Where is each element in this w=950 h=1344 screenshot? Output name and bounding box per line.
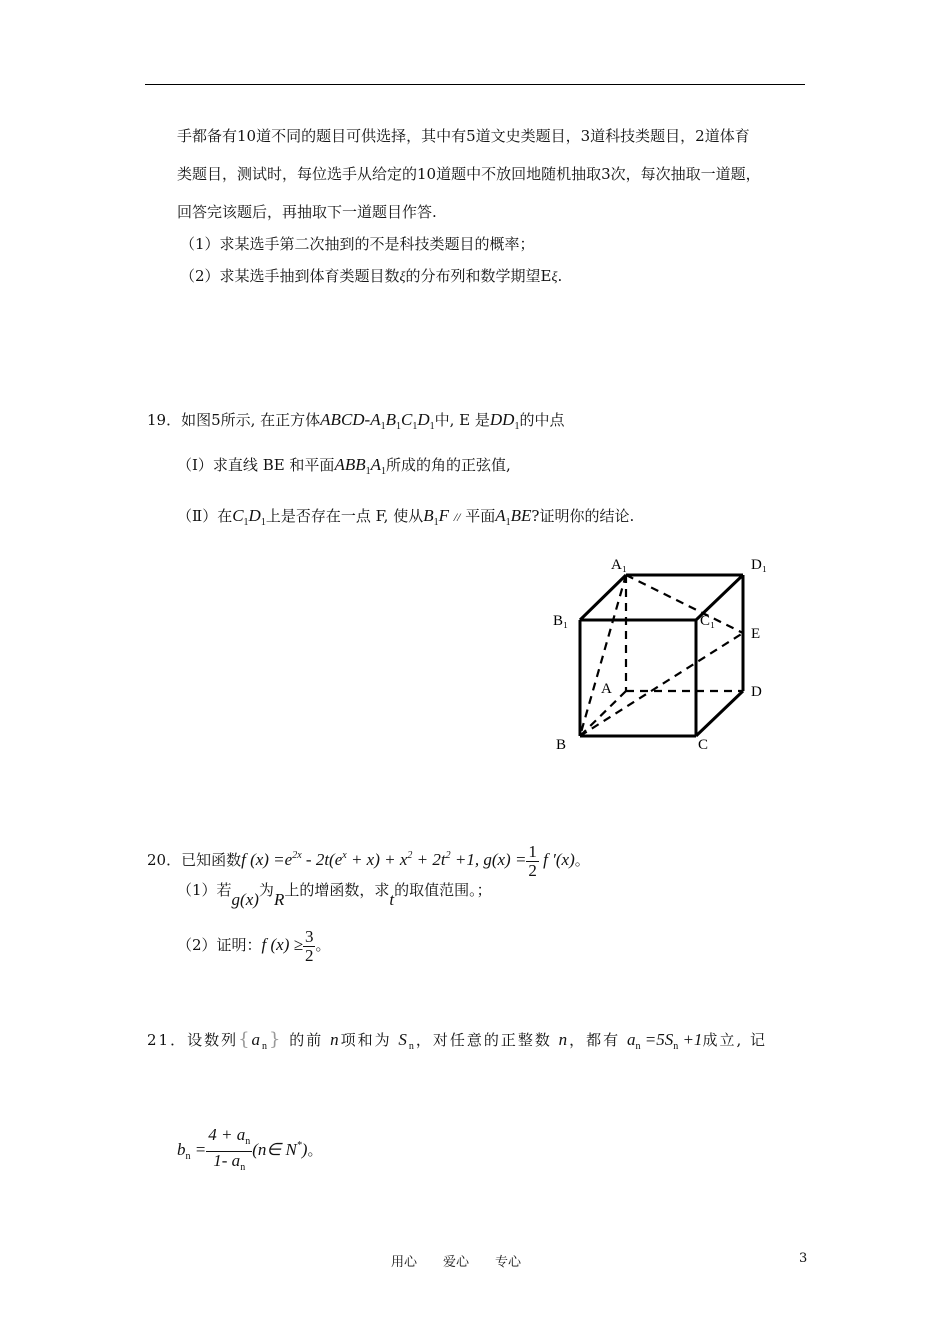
sub: 1	[243, 517, 249, 528]
bn	[177, 1140, 207, 1162]
q18-part-1: （1）求某选手第二次抽到的不是科技类题目的概率；	[180, 235, 535, 253]
q19-part-2	[177, 506, 634, 533]
label-a: A	[601, 681, 612, 697]
sub: n	[240, 1161, 246, 1173]
num-text: 4 + a	[208, 1124, 246, 1144]
a: A	[370, 455, 381, 474]
cube-b: B	[385, 410, 396, 429]
q18-line-1: 手都备有10道不同的题目可供选择，其中有5道文史类题目，3道科技类题目，2道体育	[177, 127, 750, 145]
cond-end: )	[301, 1140, 308, 1159]
segment-c1d1	[232, 506, 266, 528]
cube-figure	[548, 553, 778, 758]
cube-name	[320, 410, 435, 432]
plane-a1be	[495, 506, 532, 528]
m4: +1, g(x) =	[450, 850, 527, 869]
q20-number: 20．已知函数	[147, 851, 242, 869]
q20-stem	[147, 836, 590, 880]
label-b1: B₁	[553, 613, 569, 629]
num: 3	[304, 926, 314, 946]
f-def: f (x) =e	[241, 850, 293, 869]
cube-d: D	[417, 410, 430, 429]
b: B	[423, 506, 434, 525]
g-x: g(x)	[231, 890, 259, 909]
num	[206, 1126, 252, 1152]
num: 1	[528, 841, 537, 861]
bn-fraction	[206, 1126, 252, 1177]
q18-line-3: 回答完该题后，再抽取下一道题目作答.	[177, 203, 437, 221]
f-ineq: f (x) ≥	[261, 935, 303, 954]
t4: ，都有	[569, 1031, 621, 1049]
exp: 2x	[292, 850, 302, 861]
q20-p2-text: （2）证明：	[177, 936, 262, 954]
label-b: B	[556, 737, 567, 753]
mid: =5S	[640, 1030, 674, 1049]
a: a	[251, 1030, 263, 1049]
sub: n	[673, 1041, 679, 1052]
t: t	[389, 890, 395, 909]
label-d: D	[751, 684, 762, 700]
t2: 项和为	[340, 1031, 392, 1049]
recurrence	[626, 1030, 703, 1052]
q19-number: 19．如图5所示, 在正方体	[147, 411, 321, 429]
c: C	[232, 506, 244, 525]
sub: 1	[514, 421, 520, 432]
m2: + x) + x	[346, 850, 408, 869]
brace-left: {	[238, 1029, 252, 1050]
q21-stem	[147, 1030, 767, 1057]
n: n	[558, 1030, 570, 1049]
cube-c: C	[401, 410, 413, 429]
fraction-half	[526, 843, 539, 880]
q20-part-2	[177, 925, 330, 969]
sub: 1	[380, 421, 386, 432]
cube-a: ABCD-A	[320, 410, 381, 429]
m1: - 2t(e	[301, 850, 343, 869]
q20-p2-end: 。	[315, 936, 331, 954]
parallel-symbol: //	[453, 510, 461, 524]
bn-end: 。	[307, 1141, 323, 1159]
d: D	[248, 506, 261, 525]
a: A	[495, 506, 506, 525]
t5: 成立, 记	[702, 1031, 767, 1049]
label-e: E	[751, 626, 761, 642]
label-a1: A₁	[611, 557, 628, 573]
sub: n	[262, 1041, 270, 1052]
q21-number: 21．设数列	[147, 1031, 239, 1049]
q18-part-2	[180, 266, 562, 288]
q19-p2-end: ?证明你的结论.	[531, 507, 635, 525]
q20-part-1	[177, 880, 492, 909]
sub: 1	[396, 421, 401, 432]
label-c: C	[698, 737, 709, 753]
q20-p1-text: （1）若	[177, 881, 232, 899]
plane-abb1a1	[334, 455, 386, 477]
sub: n	[408, 1041, 416, 1052]
abb: ABB	[334, 455, 366, 474]
sub: n	[245, 1135, 251, 1147]
label-d1: D₁	[751, 557, 768, 573]
eq: =	[190, 1140, 207, 1159]
q19-p2-mid: 上是否存在一点 F, 使从	[265, 507, 424, 525]
segment-b1f	[423, 506, 449, 528]
q21-bn-def	[177, 1124, 322, 1172]
s: S	[398, 1030, 409, 1049]
exp: 2	[407, 850, 413, 861]
r: R	[273, 890, 285, 909]
sum-sn	[398, 1030, 416, 1052]
xi-symbol: ξ	[399, 270, 406, 285]
header-rule	[145, 84, 805, 85]
q19-end: 的中点	[519, 411, 565, 429]
den	[206, 1152, 252, 1177]
exp: x	[342, 850, 347, 861]
sub: 1	[380, 466, 386, 477]
function-def	[241, 841, 575, 880]
sub: 1	[260, 517, 266, 528]
a: a	[626, 1030, 636, 1049]
sub: 1	[429, 421, 435, 432]
q18-part-2-end: .	[557, 267, 563, 285]
q19-mid: 中, E 是	[434, 411, 490, 429]
dd: DD	[489, 410, 515, 429]
plane-word: 平面	[465, 507, 496, 525]
sub: 1	[365, 466, 371, 477]
label-c1: C₁	[700, 613, 716, 629]
wei: 为	[258, 881, 274, 899]
end: +1	[678, 1030, 703, 1049]
exp: 2	[445, 850, 451, 861]
sub: n	[185, 1151, 191, 1162]
segment-dd1	[489, 410, 520, 432]
sup: *	[296, 1140, 302, 1151]
cond: (n∈ N	[252, 1140, 297, 1159]
sub: 1	[505, 517, 511, 528]
seq-an	[251, 1030, 270, 1052]
b: b	[177, 1140, 186, 1159]
q19-p2-text: （Ⅱ）在	[177, 507, 233, 525]
q20-end: 。	[574, 851, 590, 869]
q18-part-2-mid: 的分布列和数学期望E	[405, 267, 552, 285]
q19-stem	[147, 410, 564, 437]
q20-p1-end: 的取值范围。；	[394, 881, 492, 899]
n: n	[330, 1030, 341, 1049]
q19-part-1	[177, 455, 511, 482]
f: F	[438, 506, 449, 525]
page-number: 3	[799, 1251, 808, 1266]
xi-symbol-2: ξ	[551, 270, 558, 285]
q20-p1-mid: 上的增函数，求	[284, 881, 390, 899]
sub: 1	[412, 421, 418, 432]
f-prime: f ′(x)	[538, 850, 575, 869]
den-text: 1- a	[213, 1150, 241, 1170]
den: 2	[528, 860, 537, 880]
q18-line-2: 类题目，测试时，每位选手从给定的10道题中不放回地随机抽取3次，每次抽取一道题，	[177, 165, 761, 183]
t1: 的前	[289, 1031, 324, 1049]
condition	[252, 1140, 307, 1159]
q19-p1-end: 所成的角的正弦值,	[385, 456, 511, 474]
footer-motto: 用心 爱心 专心	[391, 1255, 522, 1270]
be: BE	[510, 506, 532, 525]
t3: ，对任意的正整数	[415, 1031, 552, 1049]
brace-right: }	[269, 1029, 283, 1050]
sub: 1	[433, 517, 439, 528]
q18-part-2-text: （2）求某选手抽到体育类题目数	[180, 267, 400, 285]
m3: + 2t	[412, 850, 446, 869]
den: 2	[304, 945, 314, 965]
fraction-three-halves	[303, 928, 316, 965]
sub: n	[635, 1041, 641, 1052]
q19-p1-text: （Ⅰ）求直线 BE 和平面	[177, 456, 335, 474]
